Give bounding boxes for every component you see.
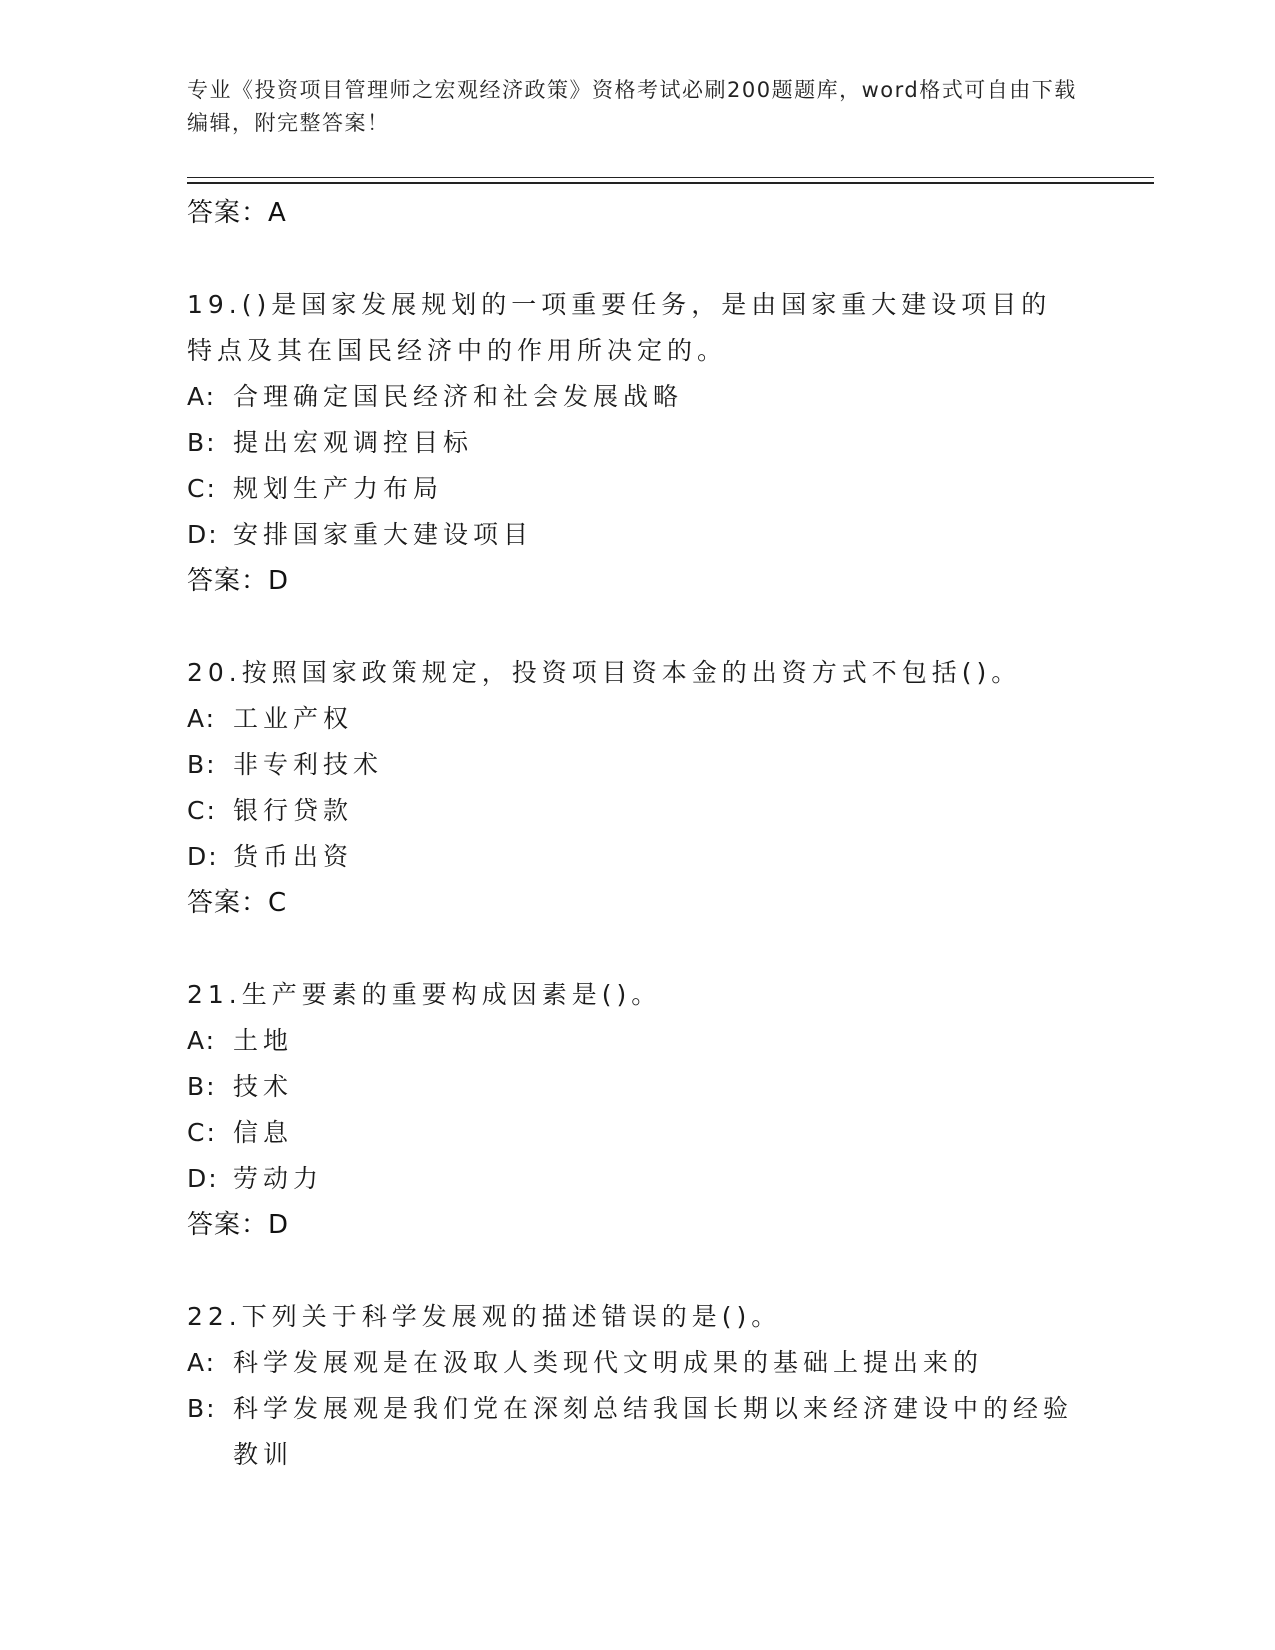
question-number: 22. [187,1302,242,1331]
option-letter: B: [187,1394,217,1423]
option-letter: A: [187,1348,217,1377]
option-text: 银行贷款 [233,796,354,825]
question-text: 按照国家政策规定，投资项目资本金的出资方式不包括()。 [241,658,1022,687]
answer-line: 答案：D [187,566,290,596]
spacer [187,1248,1077,1294]
option-letter: A: [187,704,217,733]
option-a [187,1018,1077,1064]
answer-line: 答案：C [187,888,288,918]
answer-line: 答案：A [187,198,287,228]
option-b [187,420,1077,466]
header-text: 专业《投资项目管理师之宏观经济政策》资格考试必刷200题题库，word格式可自由下载编辑，附完整答案！ [187,78,1077,135]
header-divider-thin [187,177,1154,178]
question-block [187,1294,1077,1478]
option-text: 规划生产力布局 [233,474,444,503]
option-c [187,1110,1077,1156]
option-letter: C: [187,796,217,825]
question-block [187,972,1077,1248]
option-d [187,1156,1077,1202]
option-b [187,1064,1077,1110]
option-d [187,834,1077,880]
question-stem [187,1294,1077,1340]
question-stem [187,282,1077,374]
option-letter: C: [187,474,217,503]
spacer [187,604,1077,650]
option-text: 技术 [233,1072,294,1101]
option-letter: D: [187,520,219,549]
option-letter: D: [187,1164,219,1193]
option-text: 提出宏观调控目标 [233,428,474,457]
option-letter: B: [187,428,217,457]
option-text: 科学发展观是我们党在深刻总结我国长期以来经济建设中的经验教训 [233,1394,1074,1469]
question-stem [187,650,1077,696]
option-a [187,374,1077,420]
question-number: 19. [187,290,242,319]
option-text: 信息 [233,1118,294,1147]
option-c [187,788,1077,834]
option-letter: D: [187,842,219,871]
question-block [187,650,1077,926]
option-text: 货币出资 [233,842,354,871]
option-letter: A: [187,1026,217,1055]
option-text: 合理确定国民经济和社会发展战略 [233,382,684,411]
question-text: 生产要素的重要构成因素是()。 [241,980,662,1009]
option-letter: B: [187,1072,217,1101]
question-text: ()是国家发展规划的一项重要任务，是由国家重大建设项目的特点及其在国民经济中的作用所决定的。 [187,290,1052,365]
option-d [187,512,1077,558]
option-text: 非专利技术 [233,750,384,779]
option-letter: B: [187,750,217,779]
option-c [187,466,1077,512]
question-block [187,282,1077,604]
question-stem [187,972,1077,1018]
document-header [187,74,1087,140]
answer-line: 答案：D [187,1210,290,1240]
option-text: 工业产权 [233,704,354,733]
option-text: 土地 [233,1026,294,1055]
question-number: 21. [187,980,242,1009]
option-b [187,742,1077,788]
option-a [187,696,1077,742]
question-list [187,190,1077,1478]
option-text: 安排国家重大建设项目 [233,520,534,549]
question-text: 下列关于科学发展观的描述错误的是()。 [241,1302,782,1331]
spacer [187,236,1077,282]
option-text: 科学发展观是在汲取人类现代文明成果的基础上提出来的 [233,1348,984,1377]
question-number: 20. [187,658,242,687]
option-letter: C: [187,1118,217,1147]
option-text: 劳动力 [233,1164,324,1193]
spacer [187,926,1077,972]
option-letter: A: [187,382,217,411]
header-divider-thick [187,182,1154,184]
option-b [187,1386,1077,1478]
option-a [187,1340,1077,1386]
